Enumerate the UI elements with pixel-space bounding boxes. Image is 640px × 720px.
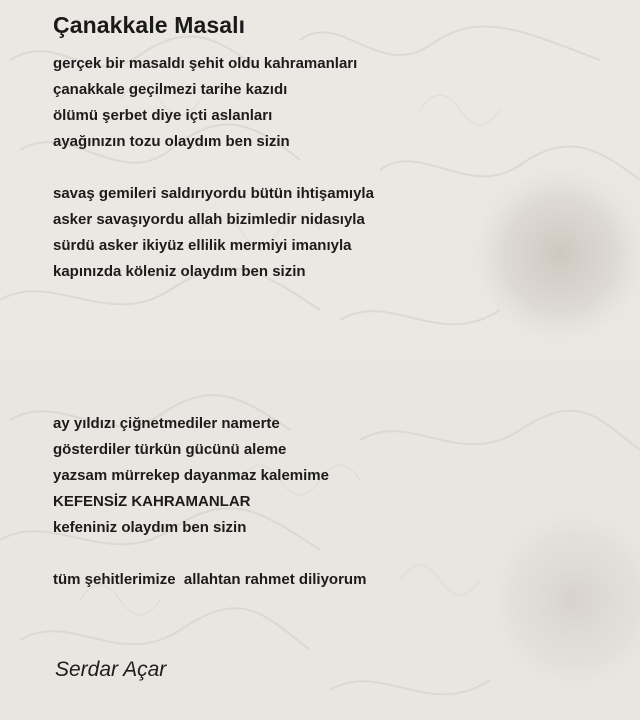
poem-line: gösterdiler türkün gücünü aleme [53,441,287,458]
poem-title: Çanakkale Masalı [53,12,246,38]
poem-line: KEFENSİZ KAHRAMANLAR [53,493,251,510]
poem-line: kapınızda köleniz olaydım ben sizin [53,263,306,280]
poem-line: çanakkale geçilmezi tarihe kazıdı [53,81,288,98]
stanza-3 [53,411,329,541]
poem-line: ay yıldızı çiğnetmediler namerte [53,415,280,432]
poem-line: ölümü şerbet diye içti aslanları [53,107,273,124]
stanza-1 [53,51,357,155]
poem-line: gerçek bir masaldı şehit oldu kahramanları [53,55,358,72]
stanza-2 [53,181,374,285]
poem-line: tüm şehitlerimize allahtan rahmet diliyorum [53,571,367,588]
poem-line: sürdü asker ikiyüz ellilik mermiyi imanıyla [53,237,352,254]
poem-line: yazsam mürrekep dayanmaz kalemime [53,467,329,484]
poem-line: asker savaşıyordu allah bizimledir nidasıyla [53,211,365,228]
author-name: Serdar Açar [55,658,167,681]
poem-line: kefeniniz olaydım ben sizin [53,519,247,536]
poem-line: ayağınızın tozu olaydım ben sizin [53,133,290,150]
poem-line: savaş gemileri saldırıyordu bütün ihtişamıyla [53,185,374,202]
stanza-4 [53,567,366,593]
